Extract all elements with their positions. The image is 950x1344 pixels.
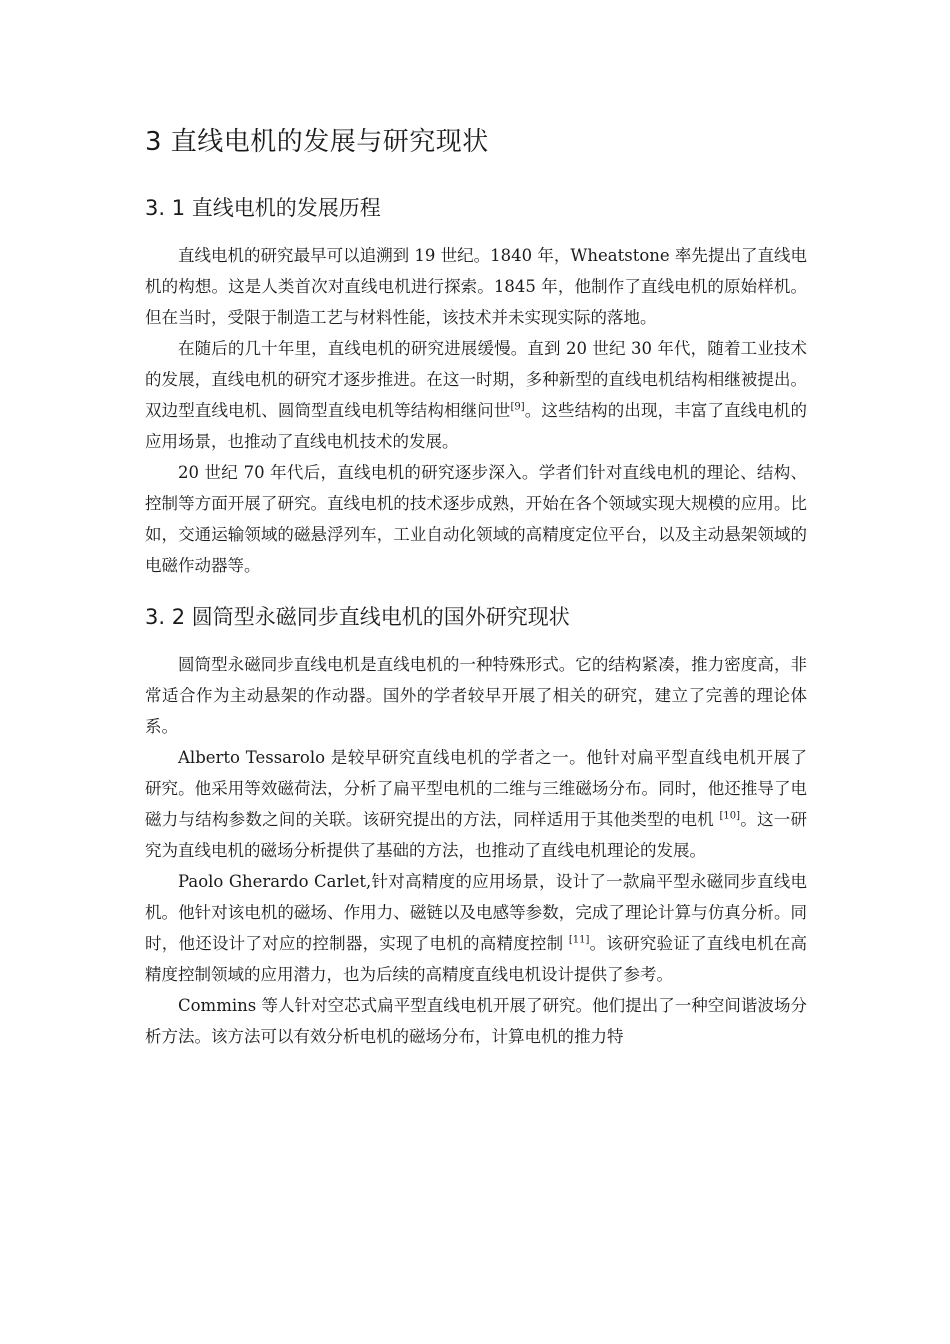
paragraph (145, 240, 807, 333)
paragraph-text: 在随后的几十年里，直线电机的研究进展缓慢。直到 20 世纪 30 年代，随着工业技术的发展，直线电机的研究才逐步推进。在这一时期，多种新型的直线电机结构相继被提出。双边型直线电机、圆筒型直线电机等结构相继问世 (145, 339, 807, 420)
paragraph (145, 990, 807, 1052)
document-page (145, 118, 807, 1052)
section-body-3-1 (145, 240, 807, 581)
section-heading-3-1: 3. 1 直线电机的发展历程 (145, 196, 381, 220)
chapter-title: 3 直线电机的发展与研究现状 (145, 127, 489, 157)
paragraph-text: 直线电机的研究最早可以追溯到 19 世纪。1840 年，Wheatstone 率先提出了直线电机的构想。这是人类首次对直线电机进行探索。1845 年，他制作了直线电机的原始样机。但在当时，受限于制造工艺与材料性能，该技术并未实现实际的落地。 (145, 246, 807, 327)
paragraph-text: 圆筒型永磁同步直线电机是直线电机的一种特殊形式。它的结构紧凑，推力密度高，非常适合作为主动悬架的作动器。国外的学者较早开展了相关的研究，建立了完善的理论体系。 (145, 655, 807, 736)
citation-ref: [10] (719, 810, 741, 822)
paragraph-text: 。这些结构的出现，丰富了直线电机的应用场景，也推动了直线电机技术的发展。 (145, 401, 808, 451)
paragraph-text: Alberto Tessarolo 是较早研究直线电机的学者之一。他针对扁平型直线电机开展了研究。他采用等效磁荷法，分析了扁平型电机的二维与三维磁场分布。同时，他还推导了电磁力与结构参数之间的关联。该研究提出的方法，同样适用于其他类型的电机 (145, 748, 807, 829)
paragraph-text: Paolo Gherardo Carlet,针对高精度的应用场景，设计了一款扁平型永磁同步直线电机。他针对该电机的磁场、作用力、磁链以及电感等参数，完成了理论计算与仿真分析。同时，他还设计了对应的控制器，实现了电机的高精度控制 (145, 872, 807, 953)
paragraph (145, 333, 807, 457)
citation-ref: [9] (510, 401, 525, 413)
section-body-3-2 (145, 649, 807, 1052)
paragraph (145, 457, 807, 581)
paragraph-text: 20 世纪 70 年代后，直线电机的研究逐步深入。学者们针对直线电机的理论、结构、控制等方面开展了研究。直线电机的技术逐步成熟，开始在各个领域实现大规模的应用。比如，交通运输领域的磁悬浮列车，工业自动化领域的高精度定位平台，以及主动悬架领域的电磁作动器等。 (145, 463, 807, 575)
paragraph (145, 649, 807, 742)
paragraph (145, 866, 807, 990)
section-heading-3-2: 3. 2 圆筒型永磁同步直线电机的国外研究现状 (145, 605, 570, 629)
paragraph-text: 。该研究验证了直线电机在高精度控制领域的应用潜力，也为后续的高精度直线电机设计提供了参考。 (145, 934, 807, 984)
citation-ref: [11] (568, 934, 590, 946)
paragraph-text: 。这一研究为直线电机的磁场分析提供了基础的方法，也推动了直线电机理论的发展。 (145, 810, 808, 860)
paragraph (145, 742, 807, 866)
paragraph-text: Commins 等人针对空芯式扁平型直线电机开展了研究。他们提出了一种空间谐波场分析方法。该方法可以有效分析电机的磁场分布，计算电机的推力特 (145, 996, 807, 1046)
